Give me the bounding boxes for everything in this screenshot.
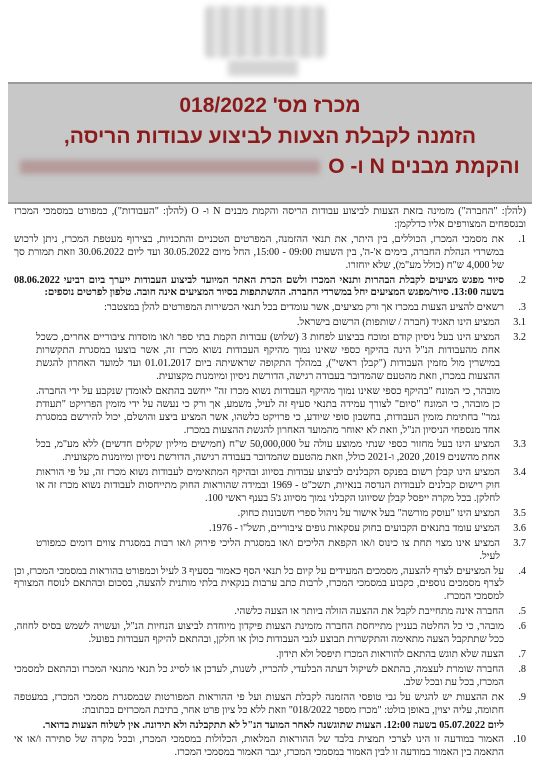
tender-number-title: מכרז מס' 018/2022 bbox=[179, 94, 361, 117]
list-item bbox=[14, 302, 526, 315]
item-number: 4. bbox=[518, 565, 526, 577]
sub-item-text: המציע הינו "עוסק מורשה" בעל אישור על ניהול ספרי חשבונות כחוק. bbox=[237, 507, 500, 519]
sub-item bbox=[36, 508, 526, 521]
item-number: 5. bbox=[518, 606, 526, 618]
item-text: את ההצעות יש להגיש על גבי טופסי ההזמנה לקבלת הצעות ועל פי ההוראות המפורטות שבמסגרת מסמכי המכרז, במעטפה חתומה, עליה יצוין, באופן בולט: "מכרז מספר 018/2022" וזאת ללא כל ציון פרט אחר, בתיבת המכרזים בכתובת: bbox=[14, 691, 504, 716]
sub-item bbox=[36, 332, 526, 384]
intro-paragraph: (להלן: "החברה") מזמינה בזאת הצעות לביצוע עבודות הריסה והקמת מבנים N ו- O (להלן: "העבודות"), כמפורט במסמכי המכרז ובנספחים המצורפים אליו כדלקמן: bbox=[14, 206, 526, 230]
item-text: רשאים להציע הצעות במכרז אך ורק מציעים, אשר עומדים בכל תנאי הכשירות המפורטים להלן במצטבר: bbox=[104, 302, 504, 314]
sub-item bbox=[36, 439, 526, 465]
sub-item-text: המציע הינו בעל מחזור כספי שנתי ממוצע עולה על 50,000,000 ש"ח (חמישים מיליון שקלים חדשים) ללא מע"מ, בכל אחת מהשנים 2019, 2020, ו-2021 כולל, וזאת מהטעם שהמדובר בעבודה רגישה, הדורשת ניסיון ומיומנות מקצועית. bbox=[36, 439, 500, 464]
tender-title-line3 bbox=[8, 153, 532, 181]
list-item bbox=[14, 692, 526, 718]
sub-item-number: 3.5 bbox=[513, 507, 526, 519]
list-item bbox=[14, 621, 526, 647]
item-number: 10. bbox=[513, 734, 526, 746]
item-text: את מסמכי המכרז, הכוללים, בין היתר, את תנאי ההזמנה, המפרטים הטכניים והתכניות, בצירוף מעטפת המכרז, ניתן לרכוש במשרדי הנהלת החברה, בימים א'-ה', בין השעות 09:00 - 15:00, החל מיום 30.05.2022 ועד ליום 30.06.2022 וזאת תמורת סך של 4,000 ש"ח (כולל מע"מ), שלא יוחזרו. bbox=[14, 233, 504, 271]
tender-title-line3-text: והקמת מבנים N ו- O bbox=[328, 155, 520, 178]
tender-subtitle: הזמנה לקבלת הצעות לביצוע עבודות הריסה, bbox=[63, 125, 477, 148]
sub-item-number: 3.6 bbox=[513, 522, 526, 534]
list-item bbox=[14, 234, 526, 273]
sub-item-number: 3.2 bbox=[513, 332, 526, 344]
blurred-org-name bbox=[228, 60, 298, 76]
tender-body bbox=[14, 206, 526, 762]
list-item bbox=[14, 720, 526, 733]
list-item bbox=[14, 649, 526, 662]
sub-item-text: המציע הינו קבלן רשום בפנקס הקבלנים לביצוע עבודות בסיווג ובהיקף המתאימים לעבודות נשוא מכרז זה, על פי הוראות חוק רישום קבלנים לעבודות הנדסה בנאיות, תשכ"ט - 1969 ובמידה שהוראות החוק מתייחסות לעבודות נשוא מכרז זה או לחלקן. בכל מקרה ייפסל קבלן שסיווגו הקבלני נמוך מסיווג ג'5 בענף ראשי 100. bbox=[36, 467, 500, 505]
list-item bbox=[14, 275, 526, 301]
sub-item-number: 3.1 bbox=[513, 317, 526, 329]
item-number: 6. bbox=[518, 621, 526, 633]
item-number: 8. bbox=[518, 663, 526, 675]
list-item bbox=[14, 734, 526, 760]
sub-item-text: המציע אינו מצוי תחת צו כינוס ו/או הקפאת הליכים ו/או במסגרת הליכי פירוק ו/או רבות במסגרת צווים דומים כמפורט לעיל. bbox=[36, 537, 500, 562]
item-number bbox=[504, 720, 526, 733]
sub-item bbox=[36, 317, 526, 330]
sub-item-text: המציע הינו בעל ניסיון קודם ומוכח בביצוע לפחות 3 (שלוש) עבודות הקמת בתי ספר ו/או מוסדות ציבוריים אחרים, כשכל אחת מהעבודות הנ"ל הינה בהיקף כספי שאינו נמוך מהיקף העבודות נשוא מכרז זה, אשר בוצעו במסגרת התקשרות במישרין מול מזמין העבודות ("קבלן ראשי"), במהלך התקופה שראשיתה ביום 01.01.2017 ועד למועד האחרון להגשת ההצעות במכרז, וזאת מהטעם שהמדובר בעבודה רגישה, הדורשת ניסיון ומיומנות מקצועית. bbox=[36, 332, 500, 382]
item-text: מובהר, כי כל החלטה בעניין מתייחסת החברה מזמינת הצעות פיקדון מיוחדת לביצוע הנחיות הנ"ל, ועשויה לשמש בסיס לחוזה, ככל שתתקבל הצעה מתאימה והתקשרות תבוצע לגבי העבודות כולן או חלקן, ובהתאם להיקף העבודות בפועל. bbox=[14, 621, 504, 646]
item-number: 1. bbox=[518, 233, 526, 245]
item-text: הצעה שלא תוגש בהתאם להוראות המכרז תיפסל ולא תידון. bbox=[276, 649, 504, 660]
item-number: 3. bbox=[518, 302, 526, 314]
sub-item-number bbox=[500, 386, 526, 438]
sub-item bbox=[36, 523, 526, 536]
list-item bbox=[14, 606, 526, 619]
list-item bbox=[14, 566, 526, 605]
sub-item bbox=[36, 538, 526, 564]
sub-item-text: המציע הינו תאגיד (חברה / שותפות) הרשום בישראל. bbox=[296, 317, 500, 329]
sub-item-number: 3.4 bbox=[513, 467, 526, 479]
sub-item bbox=[36, 467, 526, 506]
sub-item-text: המציע עומד בתנאים הקבועים בחוק עסקאות גופים ציבוריים, תשל"ו - 1976. bbox=[209, 522, 500, 534]
item-text: החברה שומרת לעצמה, בהתאם לשיקול דעתה הבלעדי, להכריז, לשנות, לעדכן או לסייג כל תנאי מתנאי המכרז ובהתאם למסמכי המכרז, בכל עת ובכל שלב. bbox=[14, 663, 504, 688]
item-text: סיור מפגש מציעים לקבלת הבהרות ותנאי המכרז ולשם הכרת האתר המיועד לביצוע העבודות ייערך ביום רביעי 08.06.2022 בשעה 13:00. סיור/מפגש המציעים יחל במשרדי החברה. ההשתתפות בסיור המציעים אינה חובה. טלפון לפרטים נוספים: bbox=[14, 274, 504, 299]
item-number: 9. bbox=[518, 691, 526, 703]
blurred-location bbox=[20, 160, 320, 174]
sub-item-number: 3.3 bbox=[513, 439, 526, 451]
title-band bbox=[8, 82, 532, 204]
item-text: ליום 05.07.2022 בשעה 12:00. הצעות שתוגשנה לאחר המועד הנ"ל לא תתקבלנה ולא תידונה. אין לשלוח הצעות בדואר. bbox=[42, 719, 504, 731]
blurred-logo bbox=[205, 6, 325, 58]
item-text: האמור במודעה זו הינו לצרכי תמצית בלבד של ההוראות המלאות, הכלולות במסמכי המכרז, ובכל מקרה של סתירה ו/או אי התאמה בין האמור במודעה זו לבין האמור במסמכי המכרז, יגבר האמור במסמכי המכרז. bbox=[14, 734, 504, 759]
item-text: על המציעים לצרף להצעה, מסמכים המעידים על קיום כל תנאי הסף כאמור בסעיף 3 לעיל וכמפורט בהוראות במסמכי המכרז, וכן לצרף מסמכים נוספים, כקבוע במסמכי המכרז, לרבות כתב ערבות בנקאית בלתי מותנית להצעה, בסכום ובהתאם לנוסח המצורף למסמכי המכרז. bbox=[14, 565, 504, 603]
sub-item bbox=[36, 386, 526, 438]
item-text: החברה אינה מתחייבת לקבל את ההצעה הזולה ביותר או הצעה כלשהי. bbox=[234, 606, 504, 618]
item-number: 7. bbox=[518, 649, 526, 660]
sub-item-number: 3.7 bbox=[513, 537, 526, 549]
item-number: 2. bbox=[518, 274, 526, 286]
sub-item-text: מובהר, כי המונח "בהיקף כספי שאינו נמוך מהיקף העבודות נשוא מכרז זה" ייחשב בהתאם לאומדן שנקבע על ידי החברה. כן מובהר, כי המונח "סיום" לצורך עמידה בתנאי סעיף זה לעיל, משמע, אך ורק כי נעשה על ידי מזמין הפרויקט "תעודת גמר" בחתימת מזמין העבודות, בחשבון סופי שיודע, כי פרויקט כלשהו, אשר המציע ביצע והושלם, יכול להירשם במסגרת אחד מנספחי הניסיון הנ"ל, וזאת לא יאוחר מהמועד האחרון להגשת ההצעות במכרז. bbox=[36, 385, 500, 436]
list-item bbox=[14, 664, 526, 690]
